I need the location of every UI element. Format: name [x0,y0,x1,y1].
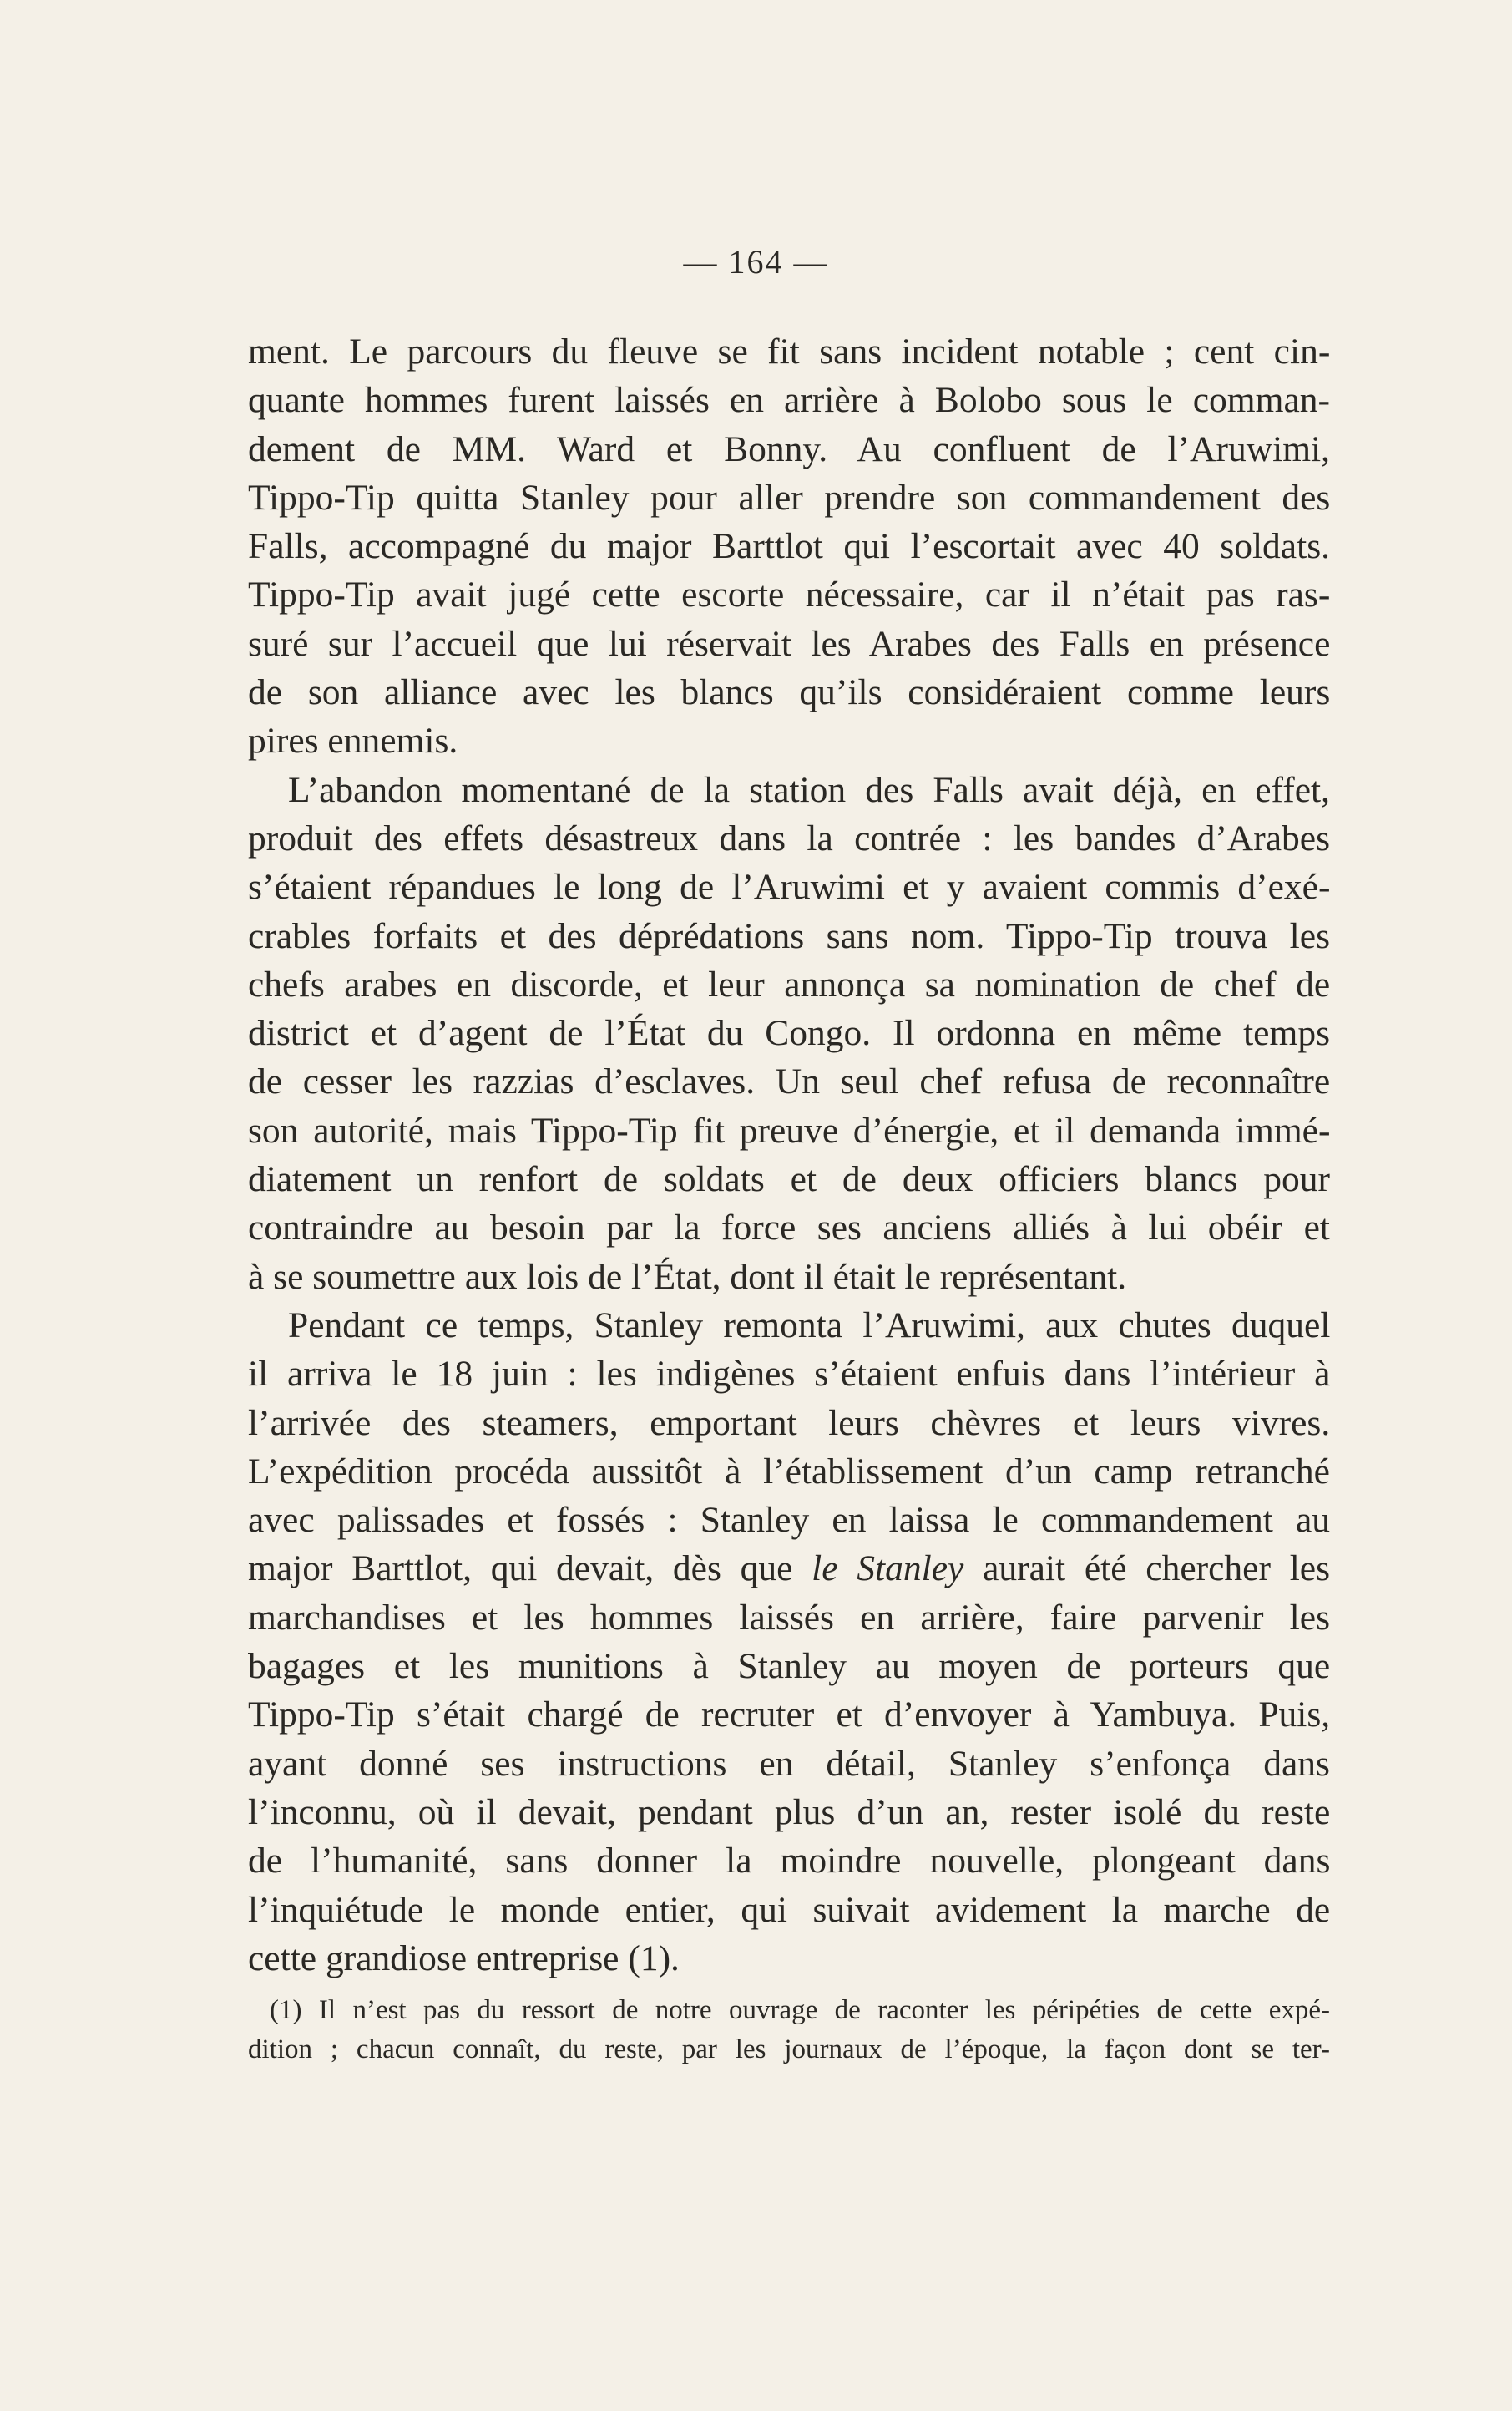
text-line: marchandises et les hommes laissés en arrière, faire parvenir les [248,1597,1330,1638]
text-line: s’étaient répandues le long de l’Aruwimi et y avaient commis d’exé- [248,867,1331,908]
footnote [248,1991,1330,2069]
text-line: de cesser les razzias d’esclaves. Un seul chef refusa de reconnaître [248,1061,1331,1102]
text-line: ment. Le parcours du fleuve se fit sans incident notable ; cent cin- [248,332,1331,372]
text-line: cette grandiose entreprise (1). [248,1937,680,1978]
body-text [248,327,1330,1983]
footnote-line: dition ; chacun connaît, du reste, par les journaux de l’époque, la façon dont se ter- [248,2034,1330,2064]
text-line: quante hommes furent laissés en arrière à Bolobo sous le comman- [248,380,1330,421]
text-line: Pendant ce temps, Stanley remonta l’Aruwimi, aux chutes duquel [288,1304,1331,1345]
text-line: l’inconnu, où il devait, pendant plus d’un an, rester isolé du reste [248,1791,1331,1832]
text-line: Falls, accompagné du major Barttlot qui l’escortait avec 40 soldats. [248,526,1331,567]
text-line: Tippo-Tip quitta Stanley pour aller prendre son commandement des [248,477,1331,518]
text-segment: aurait été chercher les [963,1548,1331,1589]
text-line: ayant donné ses instructions en détail, Stanley s’enfonça dans [248,1743,1330,1784]
text-line: de son alliance avec les blancs qu’ils considéraient comme leurs [248,672,1331,713]
text-line: à se soumettre aux lois de l’État, dont il était le représentant. [248,1256,1127,1297]
text-line: chefs arabes en discorde, et leur annonça sa nomination de chef de [248,964,1331,1005]
ship-name-italic: le Stanley [812,1548,964,1589]
text-line: district et d’agent de l’État du Congo. Il ordonna en même temps [248,1013,1330,1054]
paragraph-2 [248,766,1330,1301]
text-line: dement de MM. Ward et Bonny. Au confluent de l’Aruwimi, [248,428,1330,469]
text-line: suré sur l’accueil que lui réservait les Arabes des Falls en présence [248,623,1331,664]
paragraph-1 [248,327,1330,766]
text-line: Tippo-Tip s’était chargé de recruter et d’envoyer à Yambuya. Puis, [248,1694,1331,1735]
text-line: produit des effets désastreux dans la contrée : les bandes d’Arabes [248,818,1330,859]
text-line: pires ennemis. [248,721,458,762]
text-line: L’abandon momentané de la station des Falls avait déjà, en effet, [288,769,1330,810]
text-line: bagages et les munitions à Stanley au moyen de porteurs que [248,1646,1331,1687]
text-line: L’expédition procéda aussitôt à l’établissement d’un camp retranché [248,1451,1330,1492]
text-line: Tippo-Tip avait jugé cette escorte nécessaire, car il n’était pas ras- [248,575,1331,615]
text-line: de l’humanité, sans donner la moindre nouvelle, plongeant dans [248,1841,1331,1882]
text-line: crables forfaits et des déprédations sans nom. Tippo-Tip trouva les [248,915,1330,956]
text-line: l’inquiétude le monde entier, qui suivait avidement la marche de [248,1889,1331,1930]
text-line: l’arrivée des steamers, emportant leurs chèvres et leurs vivres. [248,1402,1331,1443]
page-number: — 164 — [683,243,829,281]
text-line: avec palissades et fossés : Stanley en laissa le commandement au [248,1500,1331,1541]
paragraph-3 [248,1301,1330,1983]
text-line: son autorité, mais Tippo-Tip fit preuve d’énergie, et il demanda immé- [248,1110,1331,1151]
footnote-line: (1) Il n’est pas du ressort de notre ouvrage de raconter les péripéties de cette expé- [270,1995,1330,2025]
text-segment: major Barttlot, qui devait, dès que [248,1548,812,1589]
text-line: il arriva le 18 juin : les indigènes s’étaient enfuis dans l’intérieur à [248,1354,1331,1395]
text-line: contraindre au besoin par la force ses anciens alliés à lui obéir et [248,1208,1330,1249]
text-line: diatement un renfort de soldats et de deux officiers blancs pour [248,1159,1331,1200]
text-line-with-italic [248,1544,1330,1593]
